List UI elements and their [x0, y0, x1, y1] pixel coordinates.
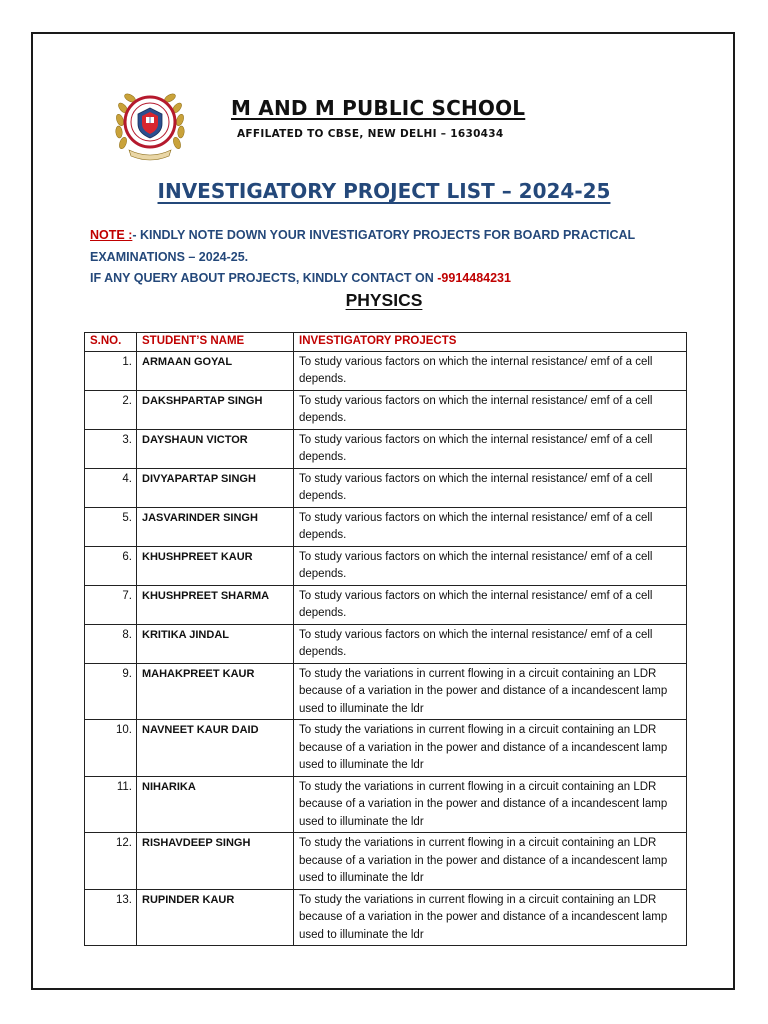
row-sno: 9.: [85, 663, 137, 720]
row-sno: 8.: [85, 624, 137, 663]
row-student-name: RUPINDER KAUR: [137, 889, 294, 946]
table-row: [85, 507, 687, 546]
row-project: To study various factors on which the internal resistance/ emf of a cell depends.: [294, 624, 687, 663]
row-sno: 11.: [85, 776, 137, 833]
row-sno: 5.: [85, 507, 137, 546]
school-name: M AND M PUBLIC SCHOOL: [231, 96, 526, 120]
row-student-name: DAYSHAUN VICTOR: [137, 429, 294, 468]
row-student-name: RISHAVDEEP SINGH: [137, 833, 294, 890]
affiliation-line: AFFILATED TO CBSE, NEW DELHI – 1630434: [237, 128, 504, 140]
row-project: To study various factors on which the internal resistance/ emf of a cell depends.: [294, 546, 687, 585]
table-row: [85, 468, 687, 507]
row-project: To study various factors on which the internal resistance/ emf of a cell depends.: [294, 390, 687, 429]
row-student-name: NIHARIKA: [137, 776, 294, 833]
header-sno: S.NO.: [85, 333, 137, 352]
row-student-name: KRITIKA JINDAL: [137, 624, 294, 663]
row-project: To study the variations in current flowing in a circuit containing an LDR because of a variation in the power and distance of a incandescent lamp used to illuminate the ldr: [294, 833, 687, 890]
row-project: To study various factors on which the internal resistance/ emf of a cell depends.: [294, 351, 687, 390]
row-project: To study various factors on which the internal resistance/ emf of a cell depends.: [294, 468, 687, 507]
header-student-name: STUDENT’S NAME: [137, 333, 294, 352]
table-row: [85, 351, 687, 390]
row-sno: 3.: [85, 429, 137, 468]
table-row: [85, 429, 687, 468]
row-student-name: MAHAKPREET KAUR: [137, 663, 294, 720]
table-row: [85, 776, 687, 833]
header-projects: INVESTIGATORY PROJECTS: [294, 333, 687, 352]
table-row: [85, 546, 687, 585]
row-sno: 12.: [85, 833, 137, 890]
note-label: NOTE :: [90, 228, 133, 242]
table-row: [85, 624, 687, 663]
row-project: To study the variations in current flowing in a circuit containing an LDR because of a variation in the power and distance of a incandescent lamp used to illuminate the ldr: [294, 776, 687, 833]
row-student-name: DAKSHPARTAP SINGH: [137, 390, 294, 429]
row-student-name: ARMAAN GOYAL: [137, 351, 294, 390]
table-row: [85, 833, 687, 890]
subject-heading: PHYSICS: [345, 290, 423, 310]
table-row: [85, 585, 687, 624]
table-row: [85, 663, 687, 720]
school-crest-icon: [111, 86, 189, 164]
table-header-row: [85, 333, 687, 352]
row-project: To study various factors on which the internal resistance/ emf of a cell depends.: [294, 429, 687, 468]
row-sno: 2.: [85, 390, 137, 429]
table-row: [85, 390, 687, 429]
row-student-name: NAVNEET KAUR DAID: [137, 720, 294, 777]
row-sno: 10.: [85, 720, 137, 777]
contact-phone: -9914484231: [437, 271, 511, 285]
row-project: To study the variations in current flowing in a circuit containing an LDR because of a variation in the power and distance of a incandescent lamp used to illuminate the ldr: [294, 663, 687, 720]
table-row: [85, 889, 687, 946]
row-project: To study various factors on which the internal resistance/ emf of a cell depends.: [294, 507, 687, 546]
row-project: To study the variations in current flowing in a circuit containing an LDR because of a variation in the power and distance of a incandescent lamp used to illuminate the ldr: [294, 889, 687, 946]
row-sno: 6.: [85, 546, 137, 585]
row-sno: 1.: [85, 351, 137, 390]
row-sno: 4.: [85, 468, 137, 507]
page-title: INVESTIGATORY PROJECT LIST – 2024-25: [157, 179, 611, 203]
row-student-name: DIVYAPARTAP SINGH: [137, 468, 294, 507]
note-line-2: IF ANY QUERY ABOUT PROJECTS, KINDLY CONTACT ON: [90, 271, 438, 285]
table-row: [85, 720, 687, 777]
note-line-1: - KINDLY NOTE DOWN YOUR INVESTIGATORY PROJECTS FOR BOARD PRACTICAL EXAMINATIONS – 2024-25.: [90, 228, 635, 264]
project-table: [84, 332, 687, 946]
row-student-name: JASVARINDER SINGH: [137, 507, 294, 546]
row-sno: 7.: [85, 585, 137, 624]
row-project: To study various factors on which the internal resistance/ emf of a cell depends.: [294, 585, 687, 624]
note-block: [90, 225, 690, 290]
row-sno: 13.: [85, 889, 137, 946]
row-student-name: KHUSHPREET SHARMA: [137, 585, 294, 624]
row-student-name: KHUSHPREET KAUR: [137, 546, 294, 585]
row-project: To study the variations in current flowing in a circuit containing an LDR because of a variation in the power and distance of a incandescent lamp used to illuminate the ldr: [294, 720, 687, 777]
